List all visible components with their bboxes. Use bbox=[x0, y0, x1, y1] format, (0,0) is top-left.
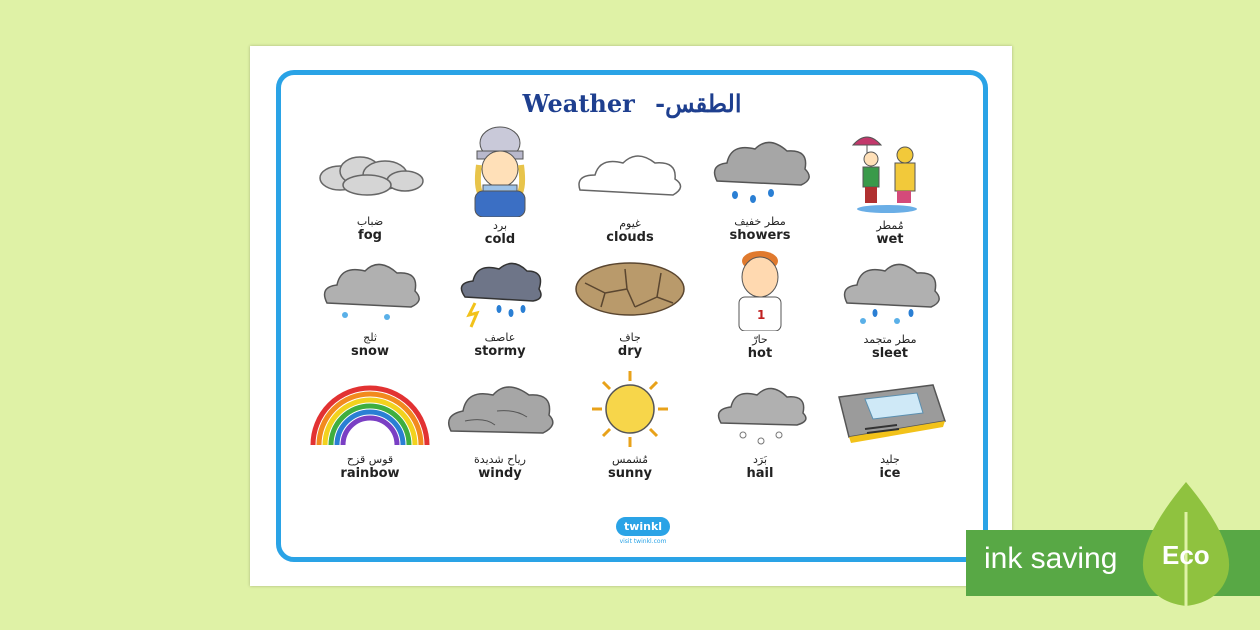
card-wet bbox=[825, 125, 955, 245]
card-label-ar: ثلج bbox=[363, 331, 377, 344]
card-showers bbox=[695, 129, 825, 249]
wind-icon bbox=[435, 371, 565, 451]
hail-icon bbox=[695, 371, 825, 451]
wet-kids-icon bbox=[825, 125, 955, 217]
card-ice bbox=[825, 371, 955, 491]
eco-label: Eco bbox=[1162, 540, 1210, 570]
title-arabic: الطقس- bbox=[655, 89, 742, 118]
card-label-ar: رياح شديدة bbox=[474, 453, 526, 466]
card-label-en: stormy bbox=[474, 344, 526, 359]
card-label-ar: مُمطر bbox=[876, 219, 904, 232]
card-cold bbox=[435, 125, 565, 245]
card-label-en: showers bbox=[729, 228, 791, 243]
card-label-ar: مطر خفيف bbox=[734, 215, 786, 228]
sleet-icon bbox=[825, 251, 955, 331]
card-label-en: dry bbox=[617, 344, 643, 359]
title-english: Weather bbox=[522, 89, 635, 118]
card-label-en: sleet bbox=[871, 346, 909, 361]
card-label-en: fog bbox=[358, 228, 382, 243]
card-hail bbox=[695, 371, 825, 491]
ink-saving-label: ink saving bbox=[984, 542, 1118, 575]
card-rainbow bbox=[305, 371, 435, 491]
blue-frame bbox=[276, 70, 988, 562]
word-mat-sheet bbox=[250, 46, 1012, 586]
card-clouds bbox=[565, 135, 695, 255]
card-label-en: windy bbox=[478, 466, 522, 481]
storm-icon bbox=[435, 253, 565, 329]
sun-icon bbox=[565, 367, 695, 451]
showers-icon bbox=[695, 129, 825, 213]
card-label-ar: بَرَد bbox=[752, 453, 768, 466]
card-label-en: sunny bbox=[608, 466, 652, 481]
page-title bbox=[281, 89, 983, 118]
card-label-en: rainbow bbox=[340, 466, 400, 481]
svg-text:1: 1 bbox=[757, 308, 766, 322]
card-dry bbox=[565, 253, 695, 373]
card-label-ar: جاف bbox=[619, 331, 641, 344]
card-label-ar: برد bbox=[492, 219, 508, 232]
card-label-ar: عاصف bbox=[484, 331, 516, 344]
card-fog bbox=[305, 133, 435, 253]
rainbow-icon bbox=[305, 371, 435, 451]
card-label-en: snow bbox=[351, 344, 389, 359]
card-sleet bbox=[825, 251, 955, 371]
card-label-en: ice bbox=[879, 466, 901, 481]
card-stormy bbox=[435, 253, 565, 373]
card-label-en: hail bbox=[746, 466, 774, 481]
dry-ground-icon bbox=[565, 253, 695, 329]
card-label-en: hot bbox=[747, 346, 773, 361]
hot-person-icon bbox=[695, 247, 825, 331]
twinkl-url: visit twinkl.com bbox=[619, 538, 667, 545]
card-label-ar: ضباب bbox=[356, 215, 384, 228]
card-label-ar: غيوم bbox=[619, 217, 641, 230]
card-label-ar: مطر متجمد bbox=[863, 333, 917, 346]
card-label-ar: مُشمس bbox=[611, 453, 649, 466]
cloud-icon bbox=[565, 135, 695, 215]
card-sunny bbox=[565, 367, 695, 487]
twinkl-logo-text: twinkl bbox=[616, 517, 670, 536]
ice-icon bbox=[825, 371, 955, 451]
card-label-en: wet bbox=[876, 232, 904, 247]
twinkl-logo bbox=[613, 515, 673, 545]
eco-leaf-badge bbox=[1140, 482, 1240, 626]
card-hot bbox=[695, 247, 825, 367]
card-label-ar: جليد bbox=[880, 453, 900, 466]
card-snow bbox=[305, 253, 435, 373]
cold-person-icon bbox=[435, 125, 565, 217]
card-label-en: clouds bbox=[606, 230, 654, 245]
fog-icon bbox=[305, 133, 435, 213]
card-label-ar: حارّ bbox=[752, 333, 768, 346]
snow-icon bbox=[305, 253, 435, 329]
card-label-ar: قوس قزح bbox=[346, 453, 394, 466]
card-windy bbox=[435, 371, 565, 491]
card-label-en: cold bbox=[484, 232, 516, 247]
